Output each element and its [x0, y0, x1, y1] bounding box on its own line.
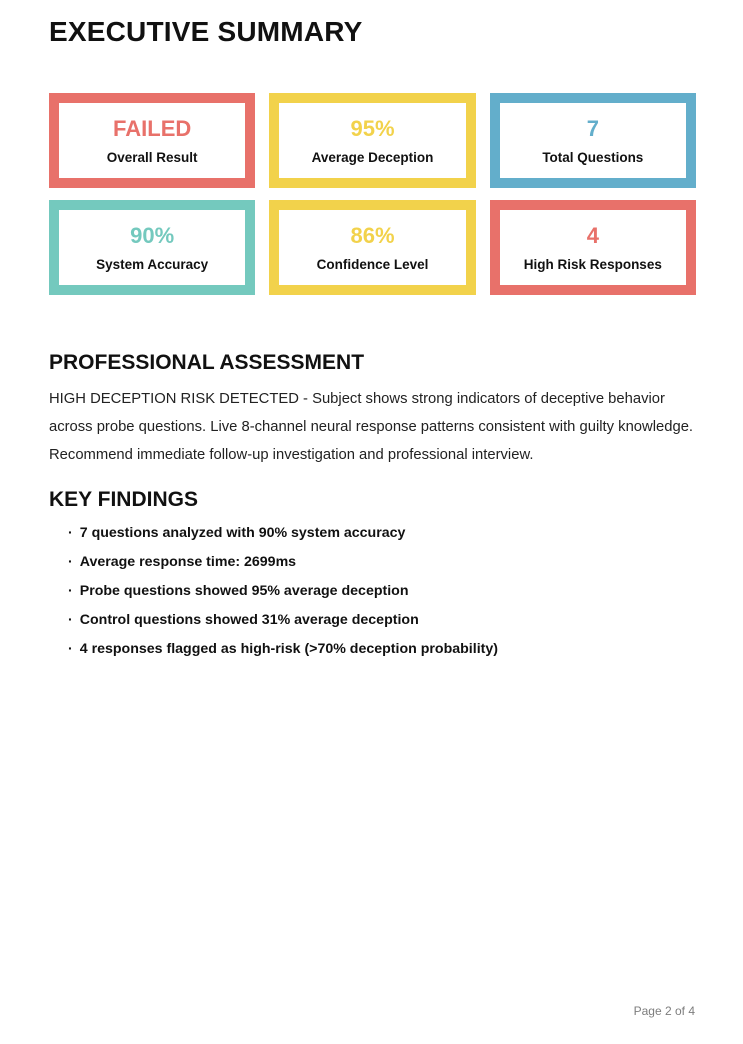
stat-card-high-risk-responses: [490, 200, 696, 295]
page-number: Page 2 of 4: [633, 1004, 695, 1018]
stat-card-system-accuracy: [49, 200, 255, 295]
stat-value: 7: [586, 115, 599, 141]
stat-value: 90%: [130, 222, 175, 248]
professional-assessment-section: [49, 350, 696, 469]
key-finding-item: [68, 612, 696, 629]
stat-value: 86%: [350, 222, 395, 248]
key-finding-text: 7 questions analyzed with 90% system accuracy: [79, 525, 406, 541]
key-finding-item: [68, 583, 696, 600]
stat-card-total-questions: [490, 93, 696, 188]
bullet-icon: ·: [68, 583, 73, 599]
key-finding-text: Probe questions showed 95% average deception: [79, 583, 409, 599]
bullet-icon: ·: [68, 612, 73, 628]
stat-value: FAILED: [113, 115, 192, 141]
key-finding-text: Control questions showed 31% average deception: [79, 612, 419, 628]
stat-value: 95%: [350, 115, 395, 141]
key-finding-item: [68, 525, 696, 542]
key-findings-list: [49, 525, 696, 658]
stat-label: Total Questions: [542, 149, 644, 165]
bullet-icon: ·: [68, 554, 73, 570]
stat-card-confidence-level: [269, 200, 475, 295]
stat-label: System Accuracy: [96, 256, 209, 272]
stat-card-overall-result: [49, 93, 255, 188]
summary-stat-grid: [49, 93, 696, 295]
stat-value: 4: [586, 222, 599, 248]
key-finding-item: [68, 641, 696, 658]
key-findings-section: [49, 487, 696, 658]
bullet-icon: ·: [68, 525, 73, 541]
professional-assessment-heading: PROFESSIONAL ASSESSMENT: [49, 351, 365, 374]
stat-label: High Risk Responses: [523, 256, 662, 272]
stat-label: Overall Result: [106, 149, 198, 165]
stat-card-average-deception: [269, 93, 475, 188]
key-finding-text: Average response time: 2699ms: [79, 554, 297, 570]
professional-assessment-body: HIGH DECEPTION RISK DETECTED - Subject shows strong indicators of deceptive behavior across probe questions. Live 8-channel neural response patterns consistent with guilty knowledge. Recommend immediate follow-up investigation and professional interview.: [49, 391, 694, 463]
stat-label: Average Deception: [311, 149, 434, 165]
page-title: EXECUTIVE SUMMARY: [49, 16, 363, 47]
key-findings-heading: KEY FINDINGS: [49, 488, 198, 511]
key-finding-item: [68, 554, 696, 571]
stat-label: Confidence Level: [316, 256, 429, 272]
bullet-icon: ·: [68, 641, 73, 657]
key-finding-text: 4 responses flagged as high-risk (>70% deception probability): [79, 641, 498, 657]
